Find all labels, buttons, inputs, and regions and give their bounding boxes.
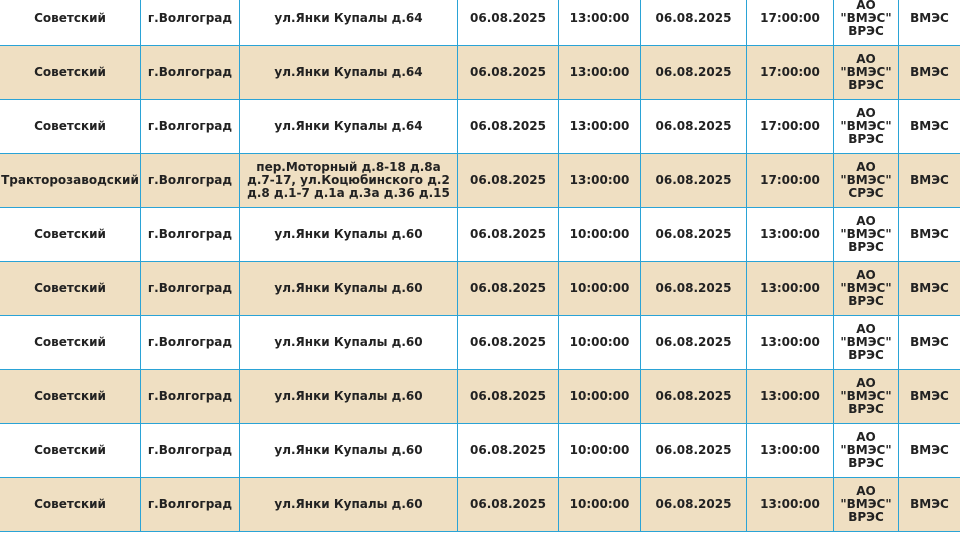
start-time-cell: 10:00:00 [559,262,641,316]
city-cell: г.Волгоград [141,0,240,46]
organization-cell: АО "ВМЭС" СРЭС [834,154,899,208]
end-date-cell: 06.08.2025 [641,46,747,100]
address-cell: пер.Моторный д.8-18 д.8а д.7-17, ул.Коцюбинского д.2 д.8 д.1-7 д.1а д.3а д.36 д.15 [240,154,458,208]
organization-cell: АО "ВМЭС" ВРЭС [834,100,899,154]
end-time-cell: 13:00:00 [747,316,834,370]
end-time-cell: 13:00:00 [747,424,834,478]
district-cell: Советский [0,208,141,262]
city-cell: г.Волгоград [141,154,240,208]
start-time-cell: 13:00:00 [559,0,641,46]
start-date-cell: 06.08.2025 [458,262,559,316]
table-row [0,478,960,532]
network-cell: ВМЭС [899,424,960,478]
network-cell: ВМЭС [899,46,960,100]
end-time-cell: 13:00:00 [747,262,834,316]
district-cell: Советский [0,424,141,478]
start-date-cell: 06.08.2025 [458,316,559,370]
network-cell: ВМЭС [899,316,960,370]
end-date-cell: 06.08.2025 [641,154,747,208]
start-time-cell: 13:00:00 [559,46,641,100]
start-time-cell: 13:00:00 [559,100,641,154]
table-row [0,316,960,370]
city-cell: г.Волгоград [141,478,240,532]
end-time-cell: 17:00:00 [747,154,834,208]
start-time-cell: 10:00:00 [559,208,641,262]
end-time-cell: 13:00:00 [747,478,834,532]
end-date-cell: 06.08.2025 [641,262,747,316]
organization-cell: АО "ВМЭС" ВРЭС [834,0,899,46]
end-date-cell: 06.08.2025 [641,0,747,46]
address-cell: ул.Янки Купалы д.60 [240,208,458,262]
table-row [0,262,960,316]
end-date-cell: 06.08.2025 [641,316,747,370]
table-row [0,154,960,208]
start-date-cell: 06.08.2025 [458,424,559,478]
city-cell: г.Волгоград [141,316,240,370]
table-row [0,100,960,154]
end-date-cell: 06.08.2025 [641,478,747,532]
start-date-cell: 06.08.2025 [458,154,559,208]
city-cell: г.Волгоград [141,100,240,154]
network-cell: ВМЭС [899,370,960,424]
address-cell: ул.Янки Купалы д.60 [240,316,458,370]
start-time-cell: 10:00:00 [559,478,641,532]
organization-cell: АО "ВМЭС" ВРЭС [834,316,899,370]
network-cell: ВМЭС [899,100,960,154]
organization-cell: АО "ВМЭС" ВРЭС [834,208,899,262]
start-date-cell: 06.08.2025 [458,370,559,424]
start-date-cell: 06.08.2025 [458,208,559,262]
start-date-cell: 06.08.2025 [458,46,559,100]
table-row [0,208,960,262]
start-date-cell: 06.08.2025 [458,0,559,46]
address-cell: ул.Янки Купалы д.64 [240,0,458,46]
network-cell: ВМЭС [899,208,960,262]
end-date-cell: 06.08.2025 [641,424,747,478]
start-date-cell: 06.08.2025 [458,478,559,532]
district-cell: Советский [0,478,141,532]
end-time-cell: 17:00:00 [747,46,834,100]
table-row [0,370,960,424]
network-cell: ВМЭС [899,262,960,316]
table-row [0,0,960,46]
network-cell: ВМЭС [899,0,960,46]
end-date-cell: 06.08.2025 [641,208,747,262]
city-cell: г.Волгоград [141,262,240,316]
address-cell: ул.Янки Купалы д.60 [240,370,458,424]
district-cell: Советский [0,100,141,154]
end-time-cell: 17:00:00 [747,100,834,154]
end-time-cell: 13:00:00 [747,370,834,424]
city-cell: г.Волгоград [141,208,240,262]
end-time-cell: 13:00:00 [747,208,834,262]
organization-cell: АО "ВМЭС" ВРЭС [834,262,899,316]
end-time-cell: 17:00:00 [747,0,834,46]
address-cell: ул.Янки Купалы д.60 [240,262,458,316]
network-cell: ВМЭС [899,154,960,208]
address-cell: ул.Янки Купалы д.60 [240,478,458,532]
organization-cell: АО "ВМЭС" ВРЭС [834,424,899,478]
organization-cell: АО "ВМЭС" ВРЭС [834,370,899,424]
city-cell: г.Волгоград [141,370,240,424]
start-time-cell: 10:00:00 [559,370,641,424]
city-cell: г.Волгоград [141,424,240,478]
address-cell: ул.Янки Купалы д.60 [240,424,458,478]
district-cell: Советский [0,0,141,46]
city-cell: г.Волгоград [141,46,240,100]
end-date-cell: 06.08.2025 [641,370,747,424]
address-cell: ул.Янки Купалы д.64 [240,46,458,100]
district-cell: Советский [0,46,141,100]
district-cell: Советский [0,316,141,370]
network-cell: ВМЭС [899,478,960,532]
start-time-cell: 10:00:00 [559,316,641,370]
start-time-cell: 13:00:00 [559,154,641,208]
start-date-cell: 06.08.2025 [458,100,559,154]
district-cell: Советский [0,262,141,316]
address-cell: ул.Янки Купалы д.64 [240,100,458,154]
table-row [0,424,960,478]
district-cell: Советский [0,370,141,424]
organization-cell: АО "ВМЭС" ВРЭС [834,46,899,100]
organization-cell: АО "ВМЭС" ВРЭС [834,478,899,532]
start-time-cell: 10:00:00 [559,424,641,478]
end-date-cell: 06.08.2025 [641,100,747,154]
table-row [0,46,960,100]
district-cell: Тракторозаводский [0,154,141,208]
